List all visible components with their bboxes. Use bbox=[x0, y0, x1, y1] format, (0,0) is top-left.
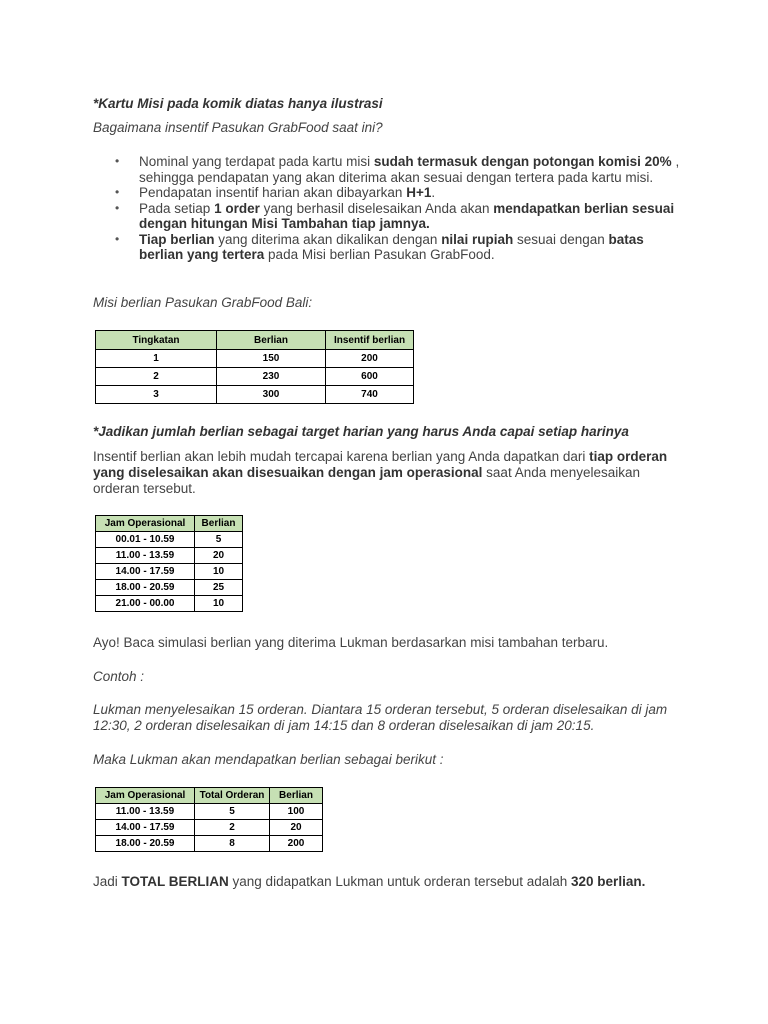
table-cell: 5 bbox=[195, 532, 243, 548]
table-cell: 18.00 - 20.59 bbox=[96, 836, 195, 852]
target-note: *Jadikan jumlah berlian sebagai target harian yang harus Anda capai setiap harinya bbox=[93, 424, 629, 439]
list-item: • Pendapatan insentif harian akan dibayarkan H+1. bbox=[93, 185, 683, 201]
table-cell: 600 bbox=[326, 368, 414, 386]
table-row bbox=[96, 596, 243, 612]
table-row bbox=[96, 532, 243, 548]
table-row bbox=[96, 386, 414, 404]
mission-table bbox=[95, 330, 414, 404]
table-cell: 18.00 - 20.59 bbox=[96, 580, 195, 596]
table-cell: 2 bbox=[96, 368, 217, 386]
table-cell: 100 bbox=[270, 804, 323, 820]
table-row bbox=[96, 820, 323, 836]
table-cell: 14.00 - 17.59 bbox=[96, 564, 195, 580]
column-header: Total Orderan bbox=[195, 788, 270, 804]
table-cell: 200 bbox=[270, 836, 323, 852]
table-cell: 14.00 - 17.59 bbox=[96, 820, 195, 836]
operational-hours-table bbox=[95, 515, 243, 612]
table-cell: 11.00 - 13.59 bbox=[96, 804, 195, 820]
table-cell: 10 bbox=[195, 596, 243, 612]
table-cell: 5 bbox=[195, 804, 270, 820]
question-text: Bagaimana insentif Pasukan GrabFood saat ini? bbox=[93, 120, 383, 135]
result-table bbox=[95, 787, 323, 852]
result-intro: Maka Lukman akan mendapatkan berlian sebagai berikut : bbox=[93, 752, 444, 767]
simulation-intro: Ayo! Baca simulasi berlian yang diterima Lukman berdasarkan misi tambahan terbaru. bbox=[93, 635, 609, 650]
table-cell: 20 bbox=[270, 820, 323, 836]
table-row bbox=[96, 350, 414, 368]
table-cell: 11.00 - 13.59 bbox=[96, 548, 195, 564]
table-cell: 740 bbox=[326, 386, 414, 404]
table-cell: 150 bbox=[217, 350, 326, 368]
table-cell: 200 bbox=[326, 350, 414, 368]
list-item: • Tiap berlian yang diterima akan dikalikan dengan nilai rupiah sesuai dengan batas berlian yang tertera pada Misi berlian Pasukan GrabFood. bbox=[93, 232, 683, 263]
list-item: • Pada setiap 1 order yang berhasil diselesaikan Anda akan mendapatkan berlian sesuai dengan hitungan Misi Tambahan tiap jamnya. bbox=[93, 201, 683, 232]
table-cell: 8 bbox=[195, 836, 270, 852]
table-row bbox=[96, 368, 414, 386]
table-header-row bbox=[96, 331, 414, 350]
table-cell: 230 bbox=[217, 368, 326, 386]
example-text: Lukman menyelesaikan 15 orderan. Diantara 15 orderan tersebut, 5 orderan diselesaikan di jam 12:30, 2 orderan diselesaikan di jam 14:15 dan 8 orderan diselesaikan di jam 20:15. bbox=[93, 702, 668, 733]
table-cell: 21.00 - 00.00 bbox=[96, 596, 195, 612]
illustration-note: *Kartu Misi pada komik diatas hanya ilustrasi bbox=[93, 96, 383, 111]
column-header: Insentif berlian bbox=[326, 331, 414, 350]
table-cell: 10 bbox=[195, 564, 243, 580]
berlian-paragraph: Insentif berlian akan lebih mudah tercapai karena berlian yang Anda dapatkan dari tiap orderan yang diselesaikan akan disesuaikan dengan jam operasional saat Anda menyelesaikan orderan tersebut. bbox=[93, 449, 668, 496]
table-cell: 3 bbox=[96, 386, 217, 404]
table-cell: 00.01 - 10.59 bbox=[96, 532, 195, 548]
table-cell: 20 bbox=[195, 548, 243, 564]
column-header: Berlian bbox=[195, 516, 243, 532]
column-header: Berlian bbox=[217, 331, 326, 350]
conclusion-text: Jadi TOTAL BERLIAN yang didapatkan Lukman untuk orderan tersebut adalah 320 berlian. bbox=[93, 874, 646, 889]
column-header: Tingkatan bbox=[96, 331, 217, 350]
column-header: Berlian bbox=[270, 788, 323, 804]
column-header: Jam Operasional bbox=[96, 788, 195, 804]
table-cell: 25 bbox=[195, 580, 243, 596]
table-header-row bbox=[96, 516, 243, 532]
table-header-row bbox=[96, 788, 323, 804]
column-header: Jam Operasional bbox=[96, 516, 195, 532]
table-row bbox=[96, 804, 323, 820]
example-label: Contoh : bbox=[93, 669, 145, 684]
table-row bbox=[96, 836, 323, 852]
table-row bbox=[96, 548, 243, 564]
table-row bbox=[96, 564, 243, 580]
table-cell: 1 bbox=[96, 350, 217, 368]
table-cell: 300 bbox=[217, 386, 326, 404]
mission-title: Misi berlian Pasukan GrabFood Bali: bbox=[93, 295, 313, 310]
incentive-bullet-list bbox=[93, 154, 683, 263]
table-row bbox=[96, 580, 243, 596]
table-cell: 2 bbox=[195, 820, 270, 836]
list-item: • Nominal yang terdapat pada kartu misi sudah termasuk dengan potongan komisi 20% , sehingga pendapatan yang akan diterima akan sesuai dengan tertera pada kartu misi. bbox=[93, 154, 683, 185]
